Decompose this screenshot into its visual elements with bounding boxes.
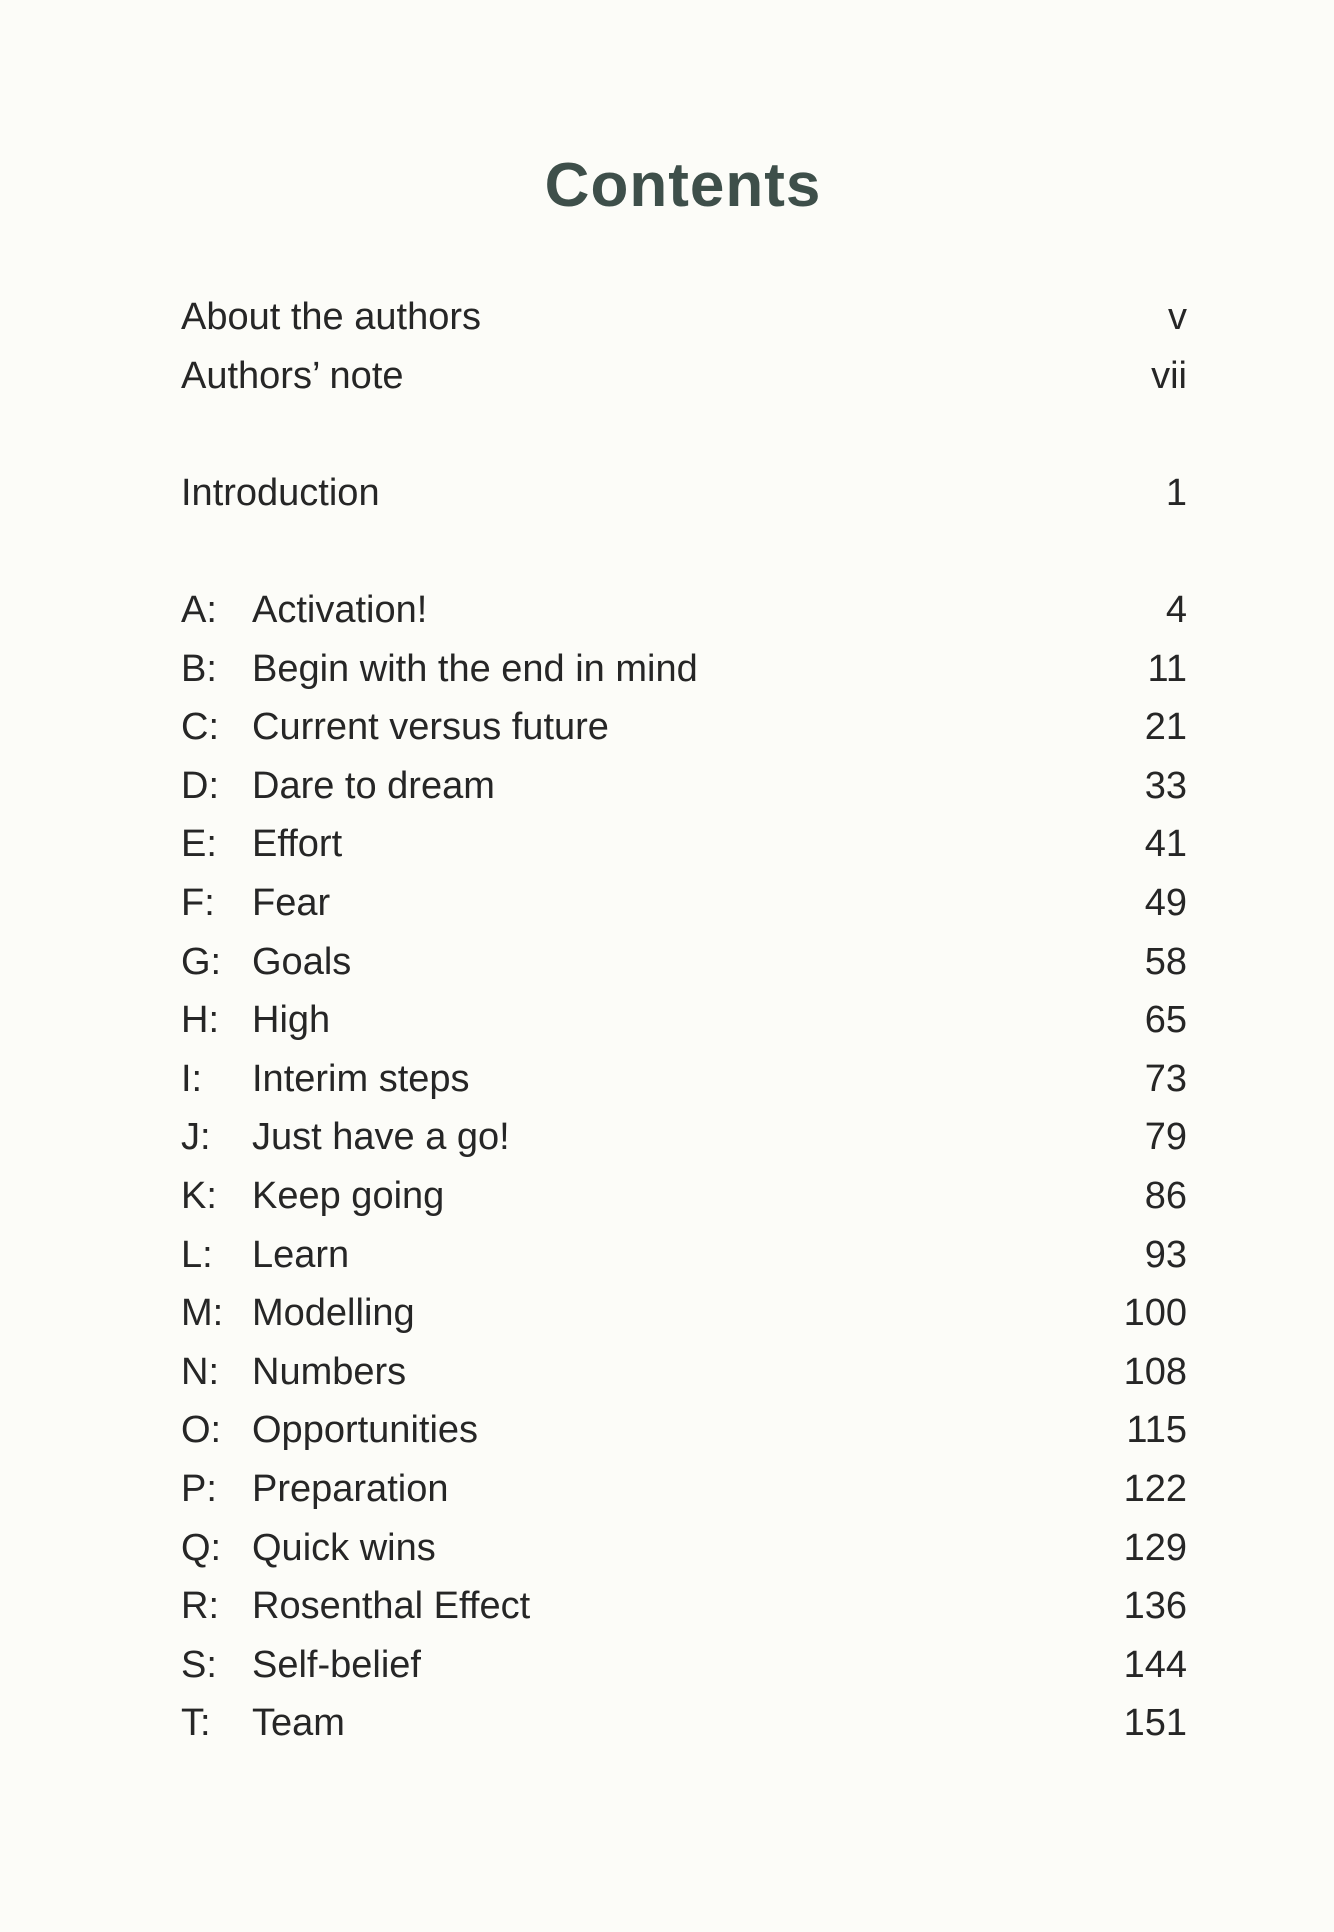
chapter-title: Just have a go!	[252, 1116, 510, 1159]
toc-chapter-entry[interactable]	[181, 1171, 1187, 1221]
toc-chapter-entry[interactable]	[181, 1405, 1187, 1455]
chapter-page: 108	[1123, 1350, 1187, 1393]
entry-title: Introduction	[181, 472, 380, 514]
chapter-title: Team	[252, 1702, 345, 1745]
chapter-letter: I:	[181, 1057, 203, 1100]
chapter-letter: J:	[181, 1116, 211, 1159]
chapter-title: Learn	[252, 1233, 350, 1276]
chapter-letter: R:	[181, 1585, 219, 1628]
toc-chapter-entry[interactable]	[181, 1054, 1187, 1104]
chapter-letter: F:	[181, 882, 215, 924]
chapter-page: 49	[1144, 882, 1187, 924]
toc-chapter-entry[interactable]	[181, 1230, 1187, 1280]
entry-page: 1	[1165, 472, 1187, 514]
chapter-letter: A:	[181, 589, 217, 631]
chapter-letter: G:	[181, 940, 222, 983]
toc-chapter-entry[interactable]	[181, 702, 1187, 752]
toc-chapter-entry[interactable]	[181, 644, 1187, 694]
page-title: Contents	[544, 151, 822, 220]
toc-entry[interactable]	[181, 292, 1187, 342]
chapter-title: Preparation	[252, 1468, 449, 1510]
entry-page: vii	[1151, 355, 1187, 397]
toc-chapter-entry[interactable]	[181, 1640, 1187, 1690]
toc-entry[interactable]	[181, 468, 1187, 518]
chapter-title: Interim steps	[252, 1057, 470, 1100]
chapter-page: 129	[1123, 1526, 1187, 1569]
chapter-title: Quick wins	[252, 1526, 436, 1569]
entry-title: About the authors	[181, 296, 481, 338]
toc-chapter-entry[interactable]	[181, 1112, 1187, 1162]
chapter-page: 58	[1144, 940, 1187, 983]
toc-chapter-entry[interactable]	[181, 761, 1187, 811]
chapter-title: Rosenthal Effect	[252, 1585, 531, 1628]
chapter-page: 33	[1144, 764, 1187, 807]
entry-page: v	[1168, 296, 1187, 338]
chapter-page: 151	[1123, 1702, 1187, 1745]
chapter-title: Dare to dream	[252, 764, 495, 807]
chapter-title: Keep going	[252, 1175, 445, 1217]
toc-chapter-entry[interactable]	[181, 1464, 1187, 1514]
toc-chapter-entry[interactable]	[181, 1347, 1187, 1397]
chapter-title: Opportunities	[252, 1409, 479, 1452]
chapter-page: 115	[1126, 1409, 1187, 1452]
chapter-page: 122	[1123, 1468, 1187, 1510]
chapter-page: 73	[1144, 1057, 1187, 1100]
toc-chapter-entry[interactable]	[181, 878, 1187, 928]
toc-chapter-entry[interactable]	[181, 819, 1187, 869]
chapter-letter: D:	[181, 764, 219, 807]
toc-chapter-entry[interactable]	[181, 1288, 1187, 1338]
chapter-title: Self-belief	[252, 1643, 421, 1686]
chapter-page: 136	[1123, 1585, 1187, 1628]
toc-entry[interactable]	[181, 351, 1187, 401]
chapter-letter: C:	[181, 706, 219, 749]
toc-chapter-entry[interactable]	[181, 1581, 1187, 1631]
chapter-title: Modelling	[252, 1292, 415, 1335]
chapter-letter: S:	[181, 1643, 217, 1686]
toc-chapter-entry[interactable]	[181, 1523, 1187, 1573]
chapter-letter: B:	[181, 647, 217, 690]
chapter-letter: T:	[181, 1702, 211, 1745]
chapter-page: 79	[1144, 1116, 1187, 1159]
chapter-title: Begin with the end in mind	[252, 647, 698, 690]
chapter-letter: H:	[181, 999, 219, 1042]
chapter-letter: E:	[181, 823, 217, 866]
chapter-letter: L:	[181, 1233, 213, 1276]
chapter-page: 65	[1144, 999, 1187, 1042]
chapter-title: Current versus future	[252, 706, 609, 749]
chapter-page: 11	[1147, 647, 1187, 690]
chapter-letter: K:	[181, 1175, 217, 1217]
chapter-page: 21	[1144, 706, 1187, 749]
chapter-letter: M:	[181, 1292, 224, 1335]
chapter-page: 86	[1144, 1175, 1187, 1217]
chapter-page: 144	[1123, 1643, 1187, 1686]
chapter-title: Goals	[252, 940, 352, 983]
chapter-title: High	[252, 999, 331, 1042]
chapter-letter: N:	[181, 1350, 219, 1393]
chapter-title: Effort	[252, 823, 343, 866]
chapter-page: 100	[1123, 1292, 1187, 1335]
toc-chapter-entry[interactable]	[181, 995, 1187, 1045]
chapter-title: Numbers	[252, 1350, 407, 1393]
entry-title: Authors’ note	[181, 355, 404, 397]
chapter-letter: O:	[181, 1409, 222, 1452]
chapter-page: 4	[1165, 589, 1187, 631]
chapter-page: 93	[1144, 1233, 1187, 1276]
chapter-title: Fear	[252, 882, 331, 924]
toc-chapter-entry[interactable]	[181, 937, 1187, 987]
toc-chapter-entry[interactable]	[181, 585, 1187, 635]
toc-chapter-entry[interactable]	[181, 1698, 1187, 1748]
chapter-letter: P:	[181, 1468, 217, 1510]
chapter-title: Activation!	[252, 589, 428, 631]
chapter-page: 41	[1144, 823, 1187, 866]
chapter-letter: Q:	[181, 1526, 222, 1569]
